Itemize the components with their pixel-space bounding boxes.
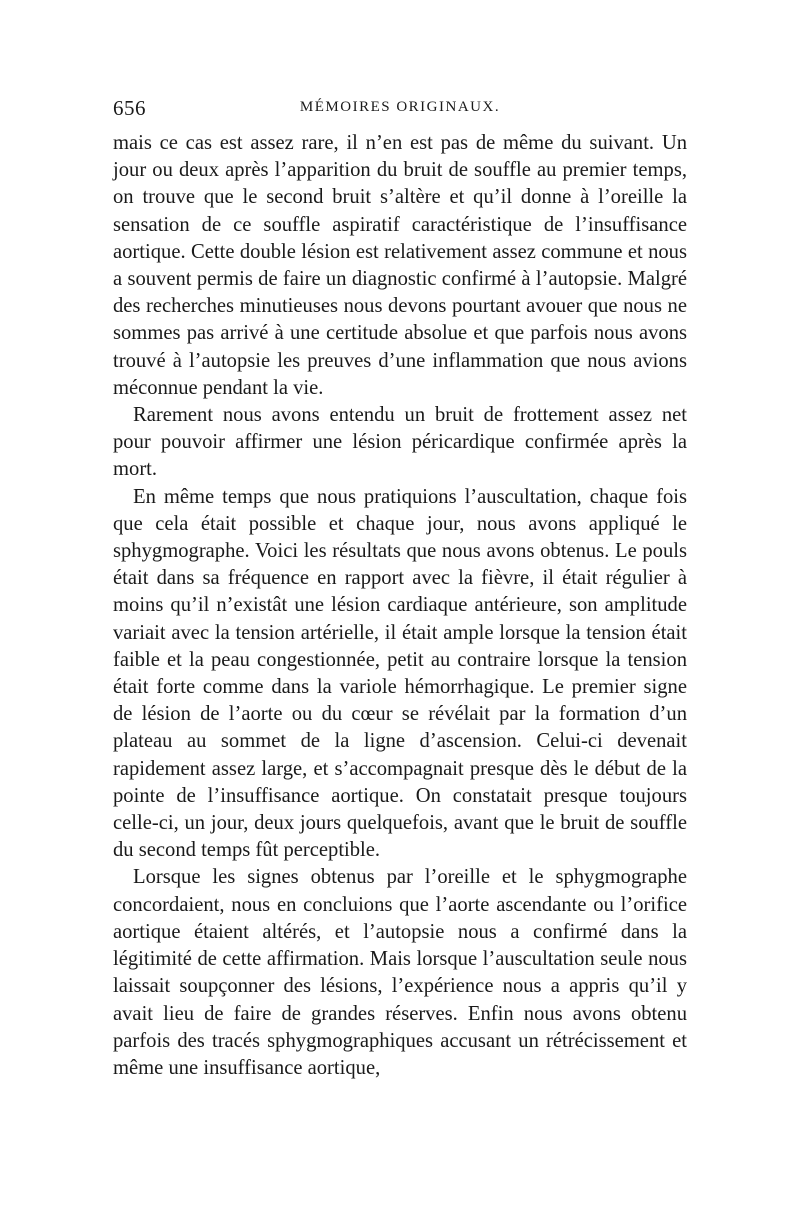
running-title: MÉMOIRES ORIGINAUX. — [299, 99, 501, 115]
page-number: 656 — [113, 96, 146, 120]
paragraph-conclusions: Lorsque les signes obtenus par l’oreille et le sphygmographe concordaient, nous en concluions que l’aorte ascendante ou l’orifice aortique étaient altérés, et l’autopsie nous a confirmé dans la légitimité de cette affirmation. Mais lorsque l’auscultation seule nous laissait soupçonner des lésions, l’expérience nous a appris qu’il y avait lieu de faire de grandes réserves. Enfin nous avons obtenu parfois des tracés sphygmographiques accusant un rétrécissement et même une insuffisance aortique, — [113, 866, 687, 1079]
book-page — [113, 96, 687, 1082]
paragraph-sphygmographe: En même temps que nous pratiquions l’auscultation, chaque fois que cela était possible et chaque jour, nous avons appliqué le sphygmographe. Voici les résultats que nous avons obtenus. Le pouls était dans sa fréquence en rapport avec la fièvre, il était régulier à moins qu’il n’existât une lésion cardiaque antérieure, son amplitude variait avec la tension artérielle, il était ample lorsque la tension était faible et la peau congestionnée, petit au contraire lorsque la tension était forte comme dans la variole hémorrhagique. Le premier signe de lésion de l’aorte ou du cœur se révélait par la formation d’un plateau au sommet de la ligne d’ascension. Celui-ci devenait rapidement assez large, et s’accompagnait presque dès le début de la pointe de l’insuffisance aortique. On constatait presque toujours celle-ci, un jour, deux jours quelquefois, avant que le bruit de souffle du second temps fût perceptible. — [113, 485, 687, 862]
body-text — [113, 130, 687, 1082]
paragraph-frottement: Rarement nous avons entendu un bruit de frottement assez net pour pouvoir affirmer une lésion péricardique confirmée après la mort. — [113, 404, 687, 481]
running-header — [113, 96, 687, 130]
paragraph-continuation: mais ce cas est assez rare, il n’en est pas de même du suivant. Un jour ou deux après l’apparition du bruit de souffle au premier temps, on trouve que le second bruit s’altère et qu’il donne à l’oreille la sensation de ce souffle aspiratif caractéristique de l’insuffisance aortique. Cette double lésion est relativement assez commune et nous a souvent permis de faire un diagnostic confirmé à l’autopsie. Malgré des recherches minutieuses nous devons pourtant avouer que nous ne sommes pas arrivé à une certitude absolue et que parfois nous avons trouvé à l’autopsie les preuves d’une inflammation que nous avions méconnue pendant la vie. — [113, 132, 687, 399]
